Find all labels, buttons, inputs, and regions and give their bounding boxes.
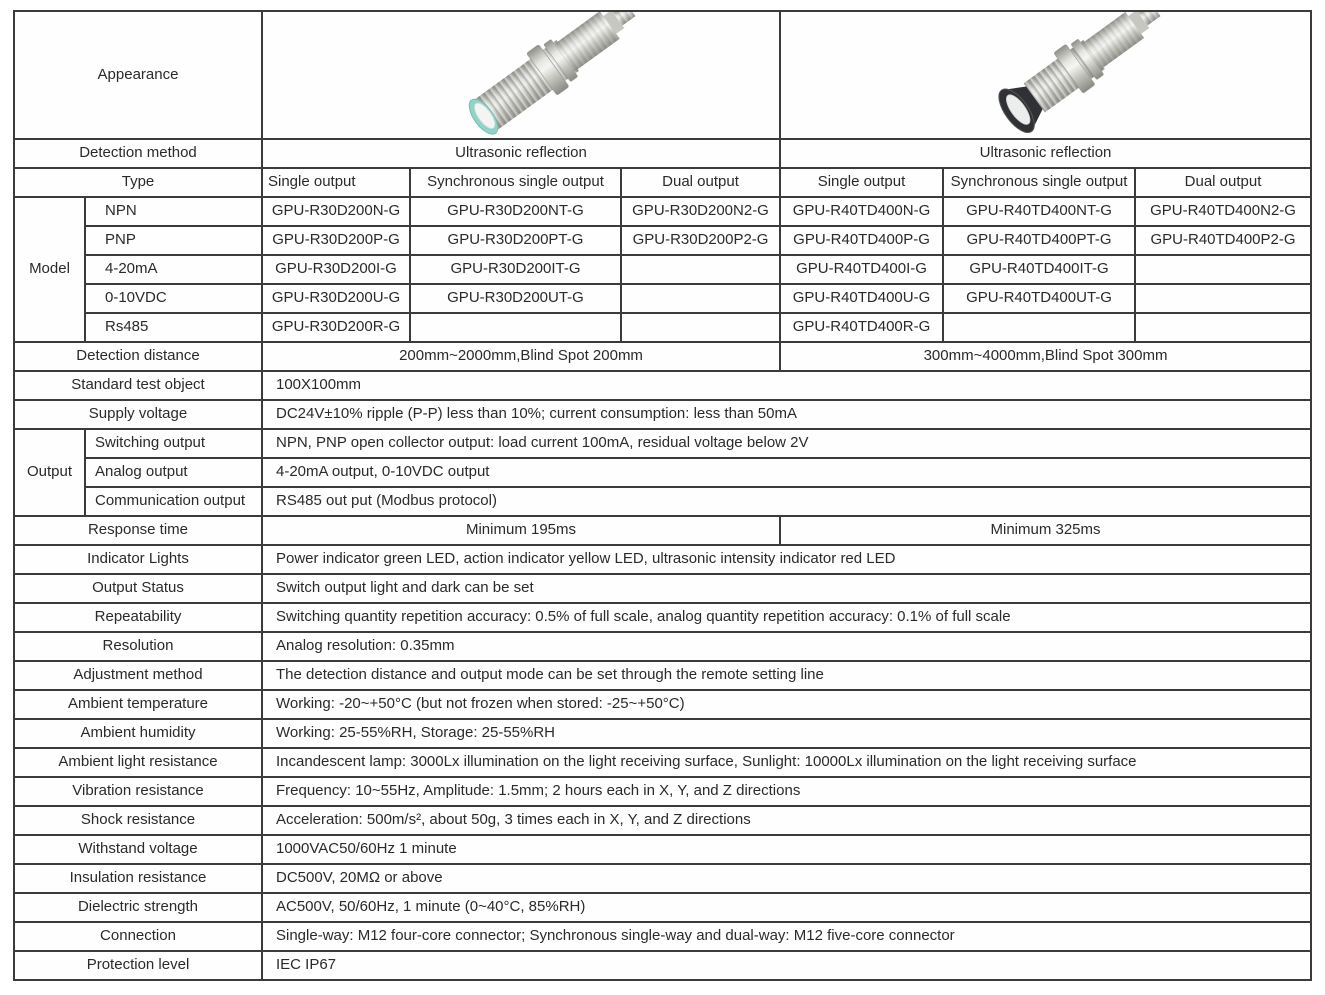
output-row-label: Switching output	[85, 429, 262, 458]
model-number	[1135, 313, 1311, 342]
type-label: Type	[14, 168, 262, 197]
spec-value: Single-way: M12 four-core connector; Synchronous single-way and dual-way: M12 five-core connector	[262, 922, 1311, 951]
spec-value: DC500V, 20MΩ or above	[262, 864, 1311, 893]
model-number: GPU-R40TD400N-G	[780, 197, 943, 226]
spec-label: Ambient humidity	[14, 719, 262, 748]
model-row-label: 0-10VDC	[85, 284, 262, 313]
spec-label: Indicator Lights	[14, 545, 262, 574]
spec-value: Frequency: 10~55Hz, Amplitude: 1.5mm; 2 hours each in X, Y, and Z directions	[262, 777, 1311, 806]
model-number	[621, 284, 780, 313]
spec-label: Connection	[14, 922, 262, 951]
output-row-value: NPN, PNP open collector output: load current 100mA, residual voltage below 2V	[262, 429, 1311, 458]
row-model-010vdc	[14, 284, 1311, 313]
row-adjustment-method	[14, 661, 1311, 690]
row-output-switching	[14, 429, 1311, 458]
model-number: GPU-R30D200NT-G	[410, 197, 621, 226]
model-number: GPU-R30D200P2-G	[621, 226, 780, 255]
model-number: GPU-R40TD400N2-G	[1135, 197, 1311, 226]
model-number: GPU-R30D200U-G	[262, 284, 410, 313]
model-number: GPU-R40TD400I-G	[780, 255, 943, 284]
row-model-pnp	[14, 226, 1311, 255]
row-detection-method	[14, 139, 1311, 168]
row-repeatability	[14, 603, 1311, 632]
row-model-420ma	[14, 255, 1311, 284]
detection-method-right: Ultrasonic reflection	[780, 139, 1311, 168]
spec-value: IEC IP67	[262, 951, 1311, 980]
model-number: GPU-R40TD400UT-G	[943, 284, 1135, 313]
spec-label: Dielectric strength	[14, 893, 262, 922]
output-row-label: Analog output	[85, 458, 262, 487]
sensor-photo-black-cone	[953, 12, 1191, 138]
model-number: GPU-R40TD400PT-G	[943, 226, 1135, 255]
spec-label: Withstand voltage	[14, 835, 262, 864]
row-output-status	[14, 574, 1311, 603]
model-number: GPU-R30D200R-G	[262, 313, 410, 342]
row-ambient-humidity	[14, 719, 1311, 748]
detection-distance-label: Detection distance	[14, 342, 262, 371]
model-row-label: 4-20mA	[85, 255, 262, 284]
model-group-label: Model	[14, 197, 85, 342]
model-row-label: NPN	[85, 197, 262, 226]
model-number: GPU-R40TD400P2-G	[1135, 226, 1311, 255]
spec-value: 100X100mm	[262, 371, 1311, 400]
row-vibration-resistance	[14, 777, 1311, 806]
model-number: GPU-R30D200I-G	[262, 255, 410, 284]
row-shock-resistance	[14, 806, 1311, 835]
specification-table	[13, 10, 1312, 981]
model-number: GPU-R40TD400U-G	[780, 284, 943, 313]
response-time-right: Minimum 325ms	[780, 516, 1311, 545]
detection-method-label: Detection method	[14, 139, 262, 168]
row-resolution	[14, 632, 1311, 661]
spec-value: 1000VAC50/60Hz 1 minute	[262, 835, 1311, 864]
type-col-header: Synchronous single output	[943, 168, 1135, 197]
model-number	[621, 255, 780, 284]
row-detection-distance	[14, 342, 1311, 371]
spec-label: Standard test object	[14, 371, 262, 400]
type-col-header: Single output	[262, 168, 410, 197]
spec-value: Working: -20~+50°C (but not frozen when stored: -25~+50°C)	[262, 690, 1311, 719]
row-supply-voltage	[14, 400, 1311, 429]
model-number	[943, 313, 1135, 342]
spec-value: Working: 25-55%RH, Storage: 25-55%RH	[262, 719, 1311, 748]
spec-label: Ambient light resistance	[14, 748, 262, 777]
model-number: GPU-R30D200UT-G	[410, 284, 621, 313]
spec-label: Adjustment method	[14, 661, 262, 690]
model-number: GPU-R30D200P-G	[262, 226, 410, 255]
row-protection-level	[14, 951, 1311, 980]
model-row-label: PNP	[85, 226, 262, 255]
spec-label: Repeatability	[14, 603, 262, 632]
row-response-time	[14, 516, 1311, 545]
appearance-image-right-cell	[780, 11, 1311, 139]
row-ambient-light-resistance	[14, 748, 1311, 777]
row-ambient-temperature	[14, 690, 1311, 719]
row-insulation-resistance	[14, 864, 1311, 893]
row-model-npn	[14, 197, 1311, 226]
response-time-label: Response time	[14, 516, 262, 545]
type-col-header: Dual output	[1135, 168, 1311, 197]
spec-value: Incandescent lamp: 3000Lx illumination on the light receiving surface, Sunlight: 10000Lx illumination on the light receiving surface	[262, 748, 1311, 777]
spec-value: Analog resolution: 0.35mm	[262, 632, 1311, 661]
model-number: GPU-R40TD400P-G	[780, 226, 943, 255]
row-withstand-voltage	[14, 835, 1311, 864]
spec-value: DC24V±10% ripple (P-P) less than 10%; current consumption: less than 50mA	[262, 400, 1311, 429]
model-number: GPU-R40TD400NT-G	[943, 197, 1135, 226]
model-number	[1135, 255, 1311, 284]
spec-label: Shock resistance	[14, 806, 262, 835]
model-number: GPU-R30D200PT-G	[410, 226, 621, 255]
spec-value: Power indicator green LED, action indicator yellow LED, ultrasonic intensity indicator red LED	[262, 545, 1311, 574]
appearance-label: Appearance	[14, 11, 262, 139]
row-output-communication	[14, 487, 1311, 516]
spec-label: Supply voltage	[14, 400, 262, 429]
type-col-header: Dual output	[621, 168, 780, 197]
model-number: GPU-R40TD400R-G	[780, 313, 943, 342]
model-number: GPU-R40TD400IT-G	[943, 255, 1135, 284]
model-number	[410, 313, 621, 342]
spec-label: Vibration resistance	[14, 777, 262, 806]
spec-value: AC500V, 50/60Hz, 1 minute (0~40°C, 85%RH)	[262, 893, 1311, 922]
detection-method-left: Ultrasonic reflection	[262, 139, 780, 168]
row-output-analog	[14, 458, 1311, 487]
detection-distance-right: 300mm~4000mm,Blind Spot 300mm	[780, 342, 1311, 371]
spec-label: Protection level	[14, 951, 262, 980]
model-number	[1135, 284, 1311, 313]
model-number: GPU-R30D200N-G	[262, 197, 410, 226]
model-number: GPU-R30D200IT-G	[410, 255, 621, 284]
row-appearance	[14, 11, 1311, 139]
output-row-label: Communication output	[85, 487, 262, 516]
spec-label: Insulation resistance	[14, 864, 262, 893]
spec-value: Acceleration: 500m/s², about 50g, 3 times each in X, Y, and Z directions	[262, 806, 1311, 835]
response-time-left: Minimum 195ms	[262, 516, 780, 545]
model-number: GPU-R30D200N2-G	[621, 197, 780, 226]
row-indicator-lights	[14, 545, 1311, 574]
spec-label: Output Status	[14, 574, 262, 603]
row-standard-test-object	[14, 371, 1311, 400]
spec-value: Switch output light and dark can be set	[262, 574, 1311, 603]
model-row-label: Rs485	[85, 313, 262, 342]
type-col-header: Synchronous single output	[410, 168, 621, 197]
output-row-value: RS485 out put (Modbus protocol)	[262, 487, 1311, 516]
sensor-photo-teal-ring	[428, 12, 666, 138]
appearance-image-left-cell	[262, 11, 780, 139]
type-col-header: Single output	[780, 168, 943, 197]
spec-value: The detection distance and output mode can be set through the remote setting line	[262, 661, 1311, 690]
spec-label: Ambient temperature	[14, 690, 262, 719]
spec-value: Switching quantity repetition accuracy: 0.5% of full scale, analog quantity repetition accuracy: 0.1% of full scale	[262, 603, 1311, 632]
detection-distance-left: 200mm~2000mm,Blind Spot 200mm	[262, 342, 780, 371]
row-type	[14, 168, 1311, 197]
row-dielectric-strength	[14, 893, 1311, 922]
row-model-rs485	[14, 313, 1311, 342]
row-connection	[14, 922, 1311, 951]
spec-label: Resolution	[14, 632, 262, 661]
output-group-label: Output	[14, 429, 85, 516]
model-number	[621, 313, 780, 342]
output-row-value: 4-20mA output, 0-10VDC output	[262, 458, 1311, 487]
